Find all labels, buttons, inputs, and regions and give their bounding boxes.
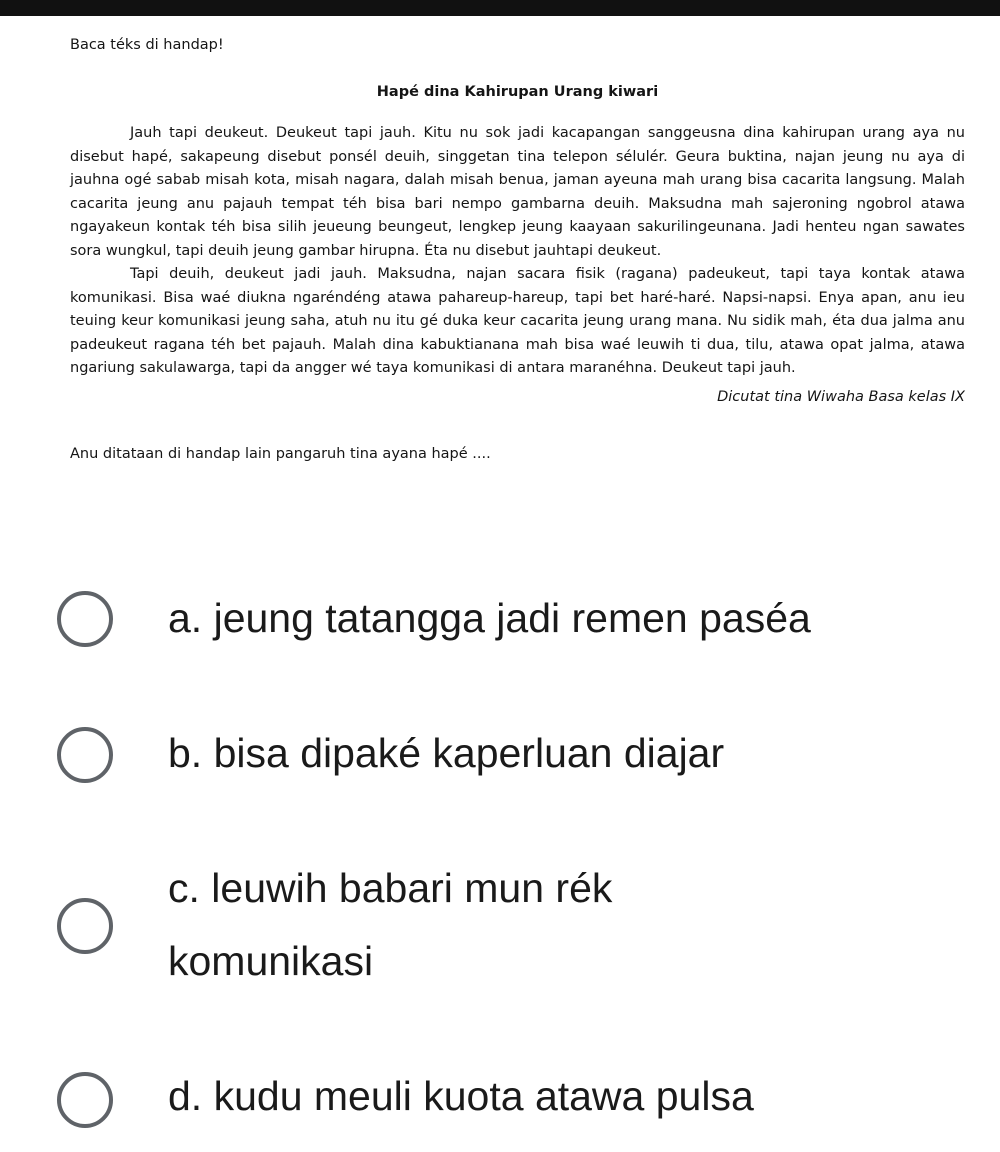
- top-bar: [0, 0, 1000, 16]
- option-c-label[interactable]: c. leuwih babari mun rék komunikasi: [168, 865, 613, 984]
- radio-unchecked-icon[interactable]: [57, 1072, 113, 1128]
- radio-unchecked-icon[interactable]: [57, 727, 113, 783]
- instruction-text: Baca téks di handap!: [70, 37, 224, 53]
- passage-paragraph-1: Jauh tapi deukeut. Deukeut tapi jauh. Kitu nu sok jadi kacapangan sanggeusna dina kahirupan urang aya nu disebut hapé, sakapeung disebut ponsél deuih, singgetan tina telepon sélulér. Geura buktina, najan jeung nu aya di jauhna ogé sabab misah kota, misah nagara, dalah misah benua, jaman ayeuna mah urang bisa cacarita langsung. Malah cacarita jeung anu pajauh tempat téh bisa bari nempo gambarna deuih. Maksudna mah sajeroning ngobrol atawa ngayakeun kontak téh bisa silih jeueung beungeut, lengkep jeung kaayaan sakurilingeunana. Jadi henteu ngan sawates sora wungkul, tapi deuih jeung gambar hirupna. Éta nu disebut jauhtapi deukeut.: [70, 125, 965, 259]
- option-b-label[interactable]: b. bisa dipaké kaperluan diajar: [168, 730, 725, 776]
- passage-paragraph-2: Tapi deuih, deukeut jadi jauh. Maksudna, najan sacara fisik (ragana) padeukeut, tapi taya kontak atawa komunikasi. Bisa waé diukna ngaréndéng atawa pahareup-hareup, tapi bet haré-haré. Napsi-napsi. Enya apan, anu ieu teuing keur komunikasi jeung saha, atuh nu itu gé duka keur cacarita jeung urang mana. Nu sidik mah, éta dua jalma anu padeukeut ragana téh bet pajauh. Malah dina kabuktianana mah bisa waé leuwih ti dua, tilu, atawa opat jalma, atawa ngariung sakulawarga, tapi da angger wé taya komunikasi di antara maranéhna. Deukeut tapi jauh.: [70, 266, 965, 376]
- question-text: Anu ditataan di handap lain pangaruh tina ayana hapé ....: [70, 446, 491, 462]
- reading-passage: [70, 34, 965, 467]
- radio-unchecked-icon[interactable]: [57, 591, 113, 647]
- option-a-label[interactable]: a. jeung tatangga jadi remen paséa: [168, 595, 811, 641]
- passage-title: Hapé dina Kahirupan Urang kiwari: [376, 83, 659, 100]
- passage-source: Dicutat tina Wiwaha Basa kelas IX: [717, 388, 965, 405]
- radio-unchecked-icon[interactable]: [57, 898, 113, 954]
- option-d-label[interactable]: d. kudu meuli kuota atawa pulsa: [168, 1073, 754, 1119]
